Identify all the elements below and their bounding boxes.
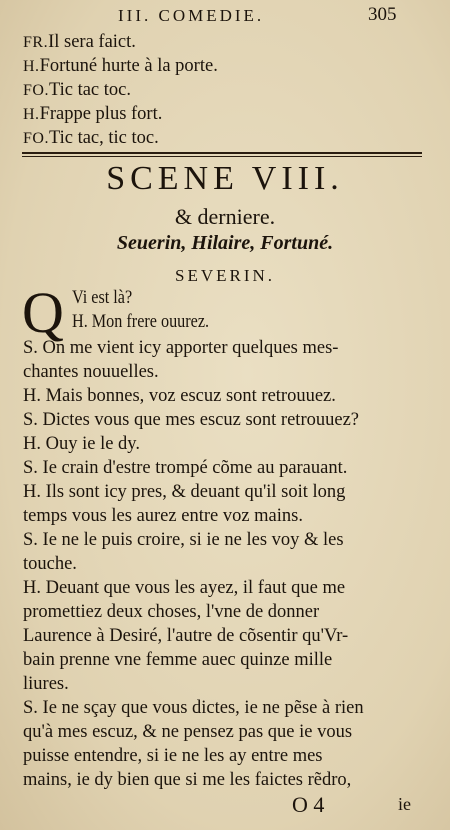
dialogue-line: Vi est là? (72, 288, 133, 308)
dialogue-line: qu'à mes escuz, & ne pensez pas que ie vous (23, 722, 353, 742)
dialogue-line: bain prenne vne femme auec quinze mille (23, 650, 333, 670)
dialogue-line: mains, ie dy bien que si me les faictes rẽdro, (23, 770, 352, 790)
scene-divider (22, 152, 422, 154)
dialogue-line (23, 30, 423, 55)
dialogue-line: S. Ie crain d'estre trompé cõme au parauant. (23, 458, 348, 478)
dialogue-line: H. Mais bonnes, voz escuz sont retrouuez. (23, 386, 336, 406)
dialogue-line: H. Ils sont icy pres, & deuant qu'il soit long (23, 482, 346, 502)
speaker-abbrev: FO. (23, 130, 49, 147)
dialogue-line: S. On me vient icy apporter quelques mes- (23, 338, 339, 358)
speaker-abbrev: H. (23, 106, 40, 123)
dialogue-line: H. Ouy ie le dy. (23, 434, 140, 454)
dialogue-line: H. Deuant que vous les ayez, il faut que me (23, 578, 346, 598)
speaker-abbrev: H. (23, 58, 40, 75)
running-head: III. COMEDIE. (118, 6, 265, 25)
dialogue-line (23, 78, 423, 103)
dialogue-line (23, 126, 423, 151)
dialogue-line: touche. (23, 554, 77, 574)
line-text: Frappe plus fort. (39, 104, 163, 124)
dialogue-line: H. Mon frere ouurez. (72, 312, 210, 332)
signature-mark: O 4 (292, 792, 325, 817)
scene-subtitle: & derniere. (174, 204, 276, 229)
speaker-abbrev: FR. (23, 34, 49, 51)
line-text: Tic tac, tic toc. (48, 128, 159, 148)
dialogue-line: S. Dictes vous que mes escuz sont retrouuez? (23, 410, 359, 430)
line-text: Tic tac toc. (48, 80, 131, 100)
dialogue-line: S. Ie ne sçay que vous dictes, ie ne pẽse à rien (23, 698, 364, 718)
dialogue-line: Laurence à Desiré, l'autre de cõsentir qu'Vr- (23, 626, 349, 646)
catchword: ie (398, 794, 411, 814)
speaker-heading: SEVERIN. (174, 266, 276, 285)
page-header (0, 2, 450, 30)
line-text: Il sera faict. (48, 32, 136, 52)
page-number: 305 (368, 4, 397, 25)
drop-cap: Q (22, 280, 64, 345)
line-text: Fortuné hurte à la porte. (39, 56, 218, 76)
dialogue-line: chantes nouuelles. (23, 362, 159, 382)
dialogue-line: liures. (23, 674, 69, 694)
dialogue-line (23, 102, 423, 127)
scene-divider-thin (22, 156, 422, 157)
dialogue-line: S. Ie ne le puis croire, si ie ne les voy & les (23, 530, 344, 550)
cast-list: Seuerin, Hilaire, Fortuné. (116, 232, 334, 254)
dialogue-line: promettiez deux choses, l'vne de donner (23, 602, 320, 622)
speaker-abbrev: FO. (23, 82, 49, 99)
dialogue-line: puisse entendre, si ie ne les ay entre mes (23, 746, 323, 766)
dialogue-line (23, 54, 423, 79)
dialogue-line: temps vous les aurez entre voz mains. (23, 506, 303, 526)
scene-title: SCENE VIII. (106, 160, 344, 197)
